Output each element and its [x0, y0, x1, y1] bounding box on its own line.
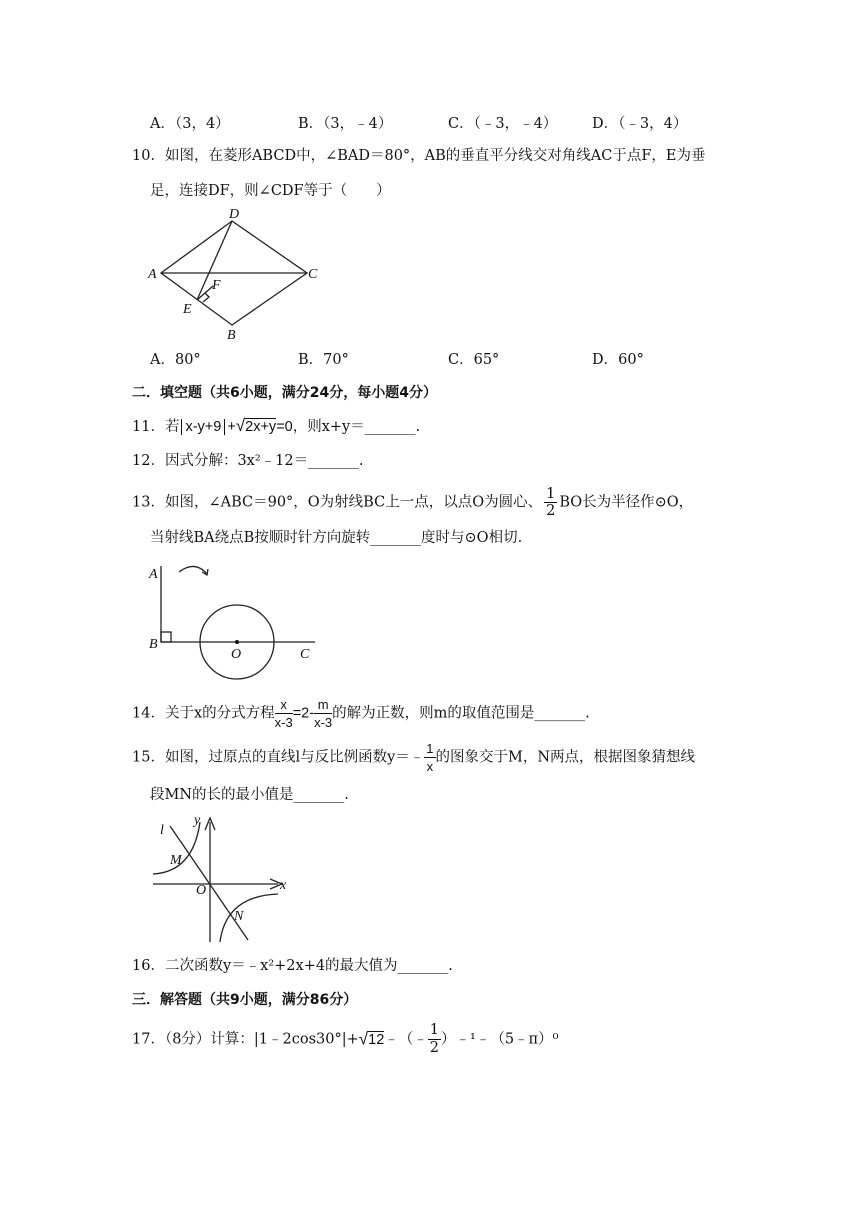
- q14-fraction-1: [275, 696, 293, 731]
- label-o: O: [196, 883, 207, 898]
- right-angle-mark: [161, 632, 171, 642]
- label-e: E: [183, 302, 192, 317]
- q11-prefix: 11．若: [132, 419, 180, 435]
- q11-radicand: 2x+y: [245, 419, 277, 435]
- question-16: 16．二次函数y＝﹣x²+2x+4的最大值为_______.: [132, 958, 453, 974]
- label-o: O: [231, 647, 242, 662]
- label-y: y: [194, 813, 201, 828]
- q11-absolute-value: x-y+9: [181, 419, 225, 435]
- q14-f1-den: x-3: [274, 715, 293, 730]
- q11-equals: =0: [276, 419, 293, 435]
- q10-stem-line2: 足，连接DF，则∠CDF等于（ ）: [150, 183, 391, 199]
- question-14: [132, 696, 590, 734]
- q15-prefix: 15．如图，过原点的直线l与反比例函数y＝﹣: [132, 749, 425, 766]
- question-12: 12．因式分解：3x²﹣12＝_______.: [132, 453, 364, 469]
- sqrt-icon: √: [358, 1029, 369, 1049]
- label-a: A: [149, 567, 158, 582]
- q15-frac-den: x: [426, 759, 434, 774]
- q11-suffix: ，则x+y＝_______.: [292, 419, 421, 435]
- q9-option-c: C．（﹣3，﹣4）: [448, 116, 558, 132]
- label-b: B: [149, 637, 158, 652]
- rhombus-figure: [145, 205, 330, 343]
- q14-f2-num: m: [314, 696, 332, 714]
- q17-frac-den: 2: [429, 1040, 440, 1056]
- q13-fraction: [544, 486, 557, 519]
- question-15-line2: 段MN的长的最小值是_______.: [150, 787, 349, 803]
- label-a: A: [148, 267, 157, 282]
- section-fill-in-heading: 二．填空题（共6小题，满分24分，每小题4分）: [132, 385, 437, 401]
- q10-option-c: C．65°: [448, 352, 500, 368]
- q10-option-b: B．70°: [298, 352, 349, 368]
- label-f: F: [212, 278, 221, 293]
- q10-option-d: D．60°: [592, 352, 644, 368]
- question-13-line1: [132, 486, 693, 522]
- q17-frac-num: 1: [429, 1022, 440, 1038]
- q14-suffix: 的解为正数，则m的取值范围是_______.: [332, 705, 590, 722]
- label-c: C: [300, 647, 310, 662]
- q15-suffix: 的图象交于M，N两点，根据图象猜想线: [435, 749, 696, 766]
- label-b: B: [227, 328, 236, 343]
- q9-option-a: A．（3，4）: [150, 116, 230, 132]
- question-15-line1: [132, 740, 695, 778]
- q15-fraction: [424, 740, 435, 775]
- center-point: [235, 640, 239, 644]
- q14-f1-num: x: [275, 696, 293, 714]
- q17-mid: ﹣（﹣: [384, 1031, 428, 1048]
- question-11: [132, 416, 420, 437]
- label-n: N: [234, 909, 244, 924]
- label-c: C: [308, 267, 318, 282]
- label-d: D: [229, 207, 240, 222]
- q10-option-a: A．80°: [150, 352, 201, 368]
- q14-fraction-2: [314, 696, 332, 731]
- label-l: l: [160, 823, 164, 838]
- question-17: [132, 1022, 558, 1062]
- q15-frac-num: 1: [426, 741, 434, 756]
- q14-f2-den: x-3: [314, 715, 333, 730]
- question-13-line2: 当射线BA绕点B按顺时针方向旋转_______度时与⊙O相切.: [150, 530, 523, 546]
- q17-prefix: 17．（8分）计算：|1﹣2cos30°|+: [132, 1031, 359, 1048]
- q17-suffix: ）﹣¹﹣（5﹣π）⁰: [441, 1031, 559, 1048]
- q13-prefix: 13．如图，∠ABC＝90°，O为射线BC上一点，以点O为圆心、: [132, 494, 543, 511]
- q13-frac-num: 1: [546, 486, 556, 502]
- q14-mid: =2-: [292, 705, 315, 722]
- section-solution-heading: 三．解答题（共9小题，满分86分）: [132, 992, 358, 1008]
- q11-plus: +: [227, 419, 236, 435]
- label-x: x: [280, 878, 287, 893]
- inverse-proportion-figure: [148, 812, 293, 947]
- q9-option-d: D．（﹣3，4）: [592, 116, 688, 132]
- label-m: M: [170, 853, 182, 868]
- q17-fraction: [428, 1022, 441, 1057]
- branch-lower-right: [220, 894, 278, 942]
- q9-option-b: B．（3，﹣4）: [298, 116, 393, 132]
- q13-frac-den: 2: [546, 503, 556, 519]
- q13-suffix: BO长为半径作⊙O，: [559, 494, 694, 511]
- sqrt-icon: √: [235, 416, 246, 435]
- q14-prefix: 14．关于x的分式方程: [132, 705, 275, 722]
- q10-stem-line1: 10．如图，在菱形ABCD中，∠BAD＝80°，AB的垂直平分线交对角线AC于点F，E为垂: [132, 148, 706, 164]
- tangent-circle-figure: [145, 560, 320, 682]
- q17-radicand: 12: [368, 1031, 385, 1048]
